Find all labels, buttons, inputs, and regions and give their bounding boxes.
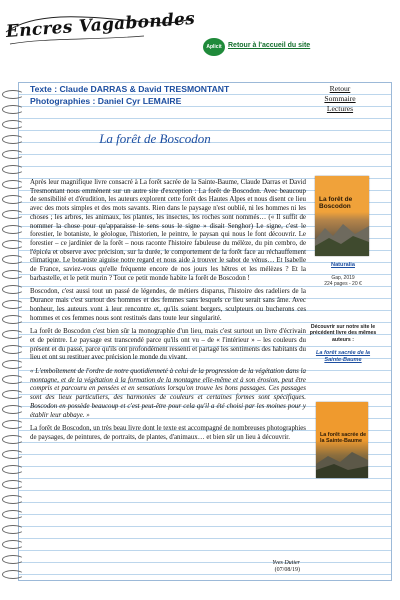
book-cover-mountain [315,220,369,256]
previous-book-link[interactable]: La forêt sacrée de la Sainte-Baume [315,350,371,363]
spiral-ring [2,510,24,519]
spiral-binding [0,82,22,579]
spiral-ring [2,105,24,114]
book-info [306,268,380,287]
spiral-ring [2,495,24,504]
spiral-ring [2,390,24,399]
discover-text: Découvrir sur notre site le précédent livre des mêmes auteurs : [309,324,377,343]
article-credits [30,83,229,107]
spiral-ring [2,345,24,354]
spiral-ring [2,150,24,159]
spiral-ring [2,255,24,264]
review-signature [230,560,300,574]
spiral-ring [2,435,24,444]
spiral-ring [2,360,24,369]
nav-link-retour[interactable]: Retour [329,84,351,93]
spiral-ring [2,240,24,249]
article-quote: « L'emboîtement de l'ordre de notre quotidienneté à celui de la progression de la végétation dans la montagne, et de la végétation à la formation de la montagne elle-même et à son érosion, peut être compris et parcouru en pensées et en sensations lorsqu'on trouve les bons passages. Ces passages sont des lieux particuliers, des harmonies de couleurs et certaines formes sont spécifiques. Boscodon en possède beaucoup et c'est peut-être pour cela qu'il a été choisi par les moines pour y établir leur abbaye. » [30,368,306,419]
spiral-ring [2,525,24,534]
article-paragraph: Boscodon, c'est aussi tout un passé de légendes, de métiers disparus, l'histoire des radeliers de la Durance mais c'est surtout des hommes et des femmes sans lesquels ce lieu serait sans âme. Avec bonheur, les auteurs vont à leur rencontre et, qu'ils soient bergers, sculpteurs ou bucherons ces hommes et ces femmes nous sont restitués dans toute leur singularité. [30,288,306,322]
home-link[interactable]: Retour à l'accueil du site [228,42,311,49]
article-paragraph: La forêt de Boscodon c'est bien sûr la monographie d'un lieu, mais c'est surtout un livre d'écrivain et de peintre. Le paysage est transcendé parce qu'ils ont vu – de « l'intérieur » – les couleurs du présent et du passé, parce qu'ils ont profondément ressenti et partagé les sentiments des habitants du lieu et ont su restituer avec précision le monde du vivant. [30,328,306,362]
spiral-ring [2,210,24,219]
spiral-ring [2,405,24,414]
previous-book-cover[interactable] [316,402,368,478]
spiral-ring [2,120,24,129]
spiral-ring [2,90,24,99]
spiral-ring [2,270,24,279]
spiral-ring [2,135,24,144]
nav-link-lectures[interactable]: Lectures [326,104,354,113]
signature-name: Yves Dutier [272,560,300,566]
book-cover-title: La forêt de Boscodon [319,196,353,210]
spiral-ring [2,570,24,579]
credit-text: Texte : Claude DARRAS & David TRESMONTANT [30,84,230,94]
book-meta: 224 pages - 20 € [324,281,362,287]
spiral-ring [2,225,24,234]
article-title: La forêt de Boscodon [99,131,211,146]
publisher-sub: Gap, 2019 [331,275,355,281]
previous-book-mountain [316,450,368,478]
spiral-ring [2,180,24,189]
spiral-ring [2,330,24,339]
spiral-ring [2,315,24,324]
spiral-ring [2,195,24,204]
spiral-ring [2,465,24,474]
spiral-ring [2,300,24,309]
article-body [30,179,306,448]
signature-date: (07/08/19) [274,567,300,573]
spiral-ring [2,420,24,429]
article-paragraph: La forêt de Boscodon, un très beau livre dont le texte est accompagné de nombreuses photographies de paysages, de peintures, de portraits, de plantes, d'animaux… et bien sûr un lieu à découvrir. [30,425,306,441]
previous-book-cover-title: La forêt sacrée de la Sainte-Baume [320,432,367,444]
site-logo[interactable]: Aplicit [203,38,225,56]
spiral-ring [2,540,24,549]
spiral-ring [2,165,24,174]
article-paragraph: Après leur magnifique livre consacré à La forêt sacrée de la Sainte-Baume, Claude Darras et David Tresmontant nous emmènent sur un autre site d'exception : La forêt de Boscodon. Avec beaucoup de sensibilité et d'érudition, les auteurs explorent cette forêt des Hautes Alpes et nous disent ce lieu avec des mots simples et des mots savants. Rien dans le paysage n'est oublié, ni les hommes ni les choses ; les arbres, les animaux, les plantes, les insectes, les roches sont nommés… (« Il suffit de nommer la chose pour qu'apparaisse le sens sous le signe » disait Senghor) Le signe, c'est le forestier, le botaniste, le géologue, l'historien, le peintre, le paysan qui nous le font découvrir. Le forestier – ce jardinier de la forêt – nous raconte l'histoire fabuleuse du mélèze, du pin cembro, de l'épicéa et observe avec précision, sur la durée, le comportement de la forêt face au réchauffement climatique. Le botaniste aiguise notre regard et nous aide à trouver le sabot de vénus… Et Isabelle de France, saviez-vous qu'elle fréquente encore de nos jours les hêtres et les mélèzes ? Et la barbastelle, et le petit murin ? Tout ce petit monde habite la forêt de Boscodon ! [30,179,306,282]
site-title[interactable]: Encres Vagabondes [5,8,196,42]
spiral-ring [2,375,24,384]
spiral-ring [2,555,24,564]
page-nav [310,84,370,114]
credit-photos: Photographies : Daniel Cyr LEMAIRE [30,96,182,106]
spiral-ring [2,285,24,294]
publisher-link[interactable]: Naturalia [331,262,355,268]
spiral-ring [2,480,24,489]
site-header [0,0,400,62]
spiral-ring [2,450,24,459]
nav-link-sommaire[interactable]: Sommaire [324,94,356,103]
book-cover-image[interactable] [315,176,369,256]
